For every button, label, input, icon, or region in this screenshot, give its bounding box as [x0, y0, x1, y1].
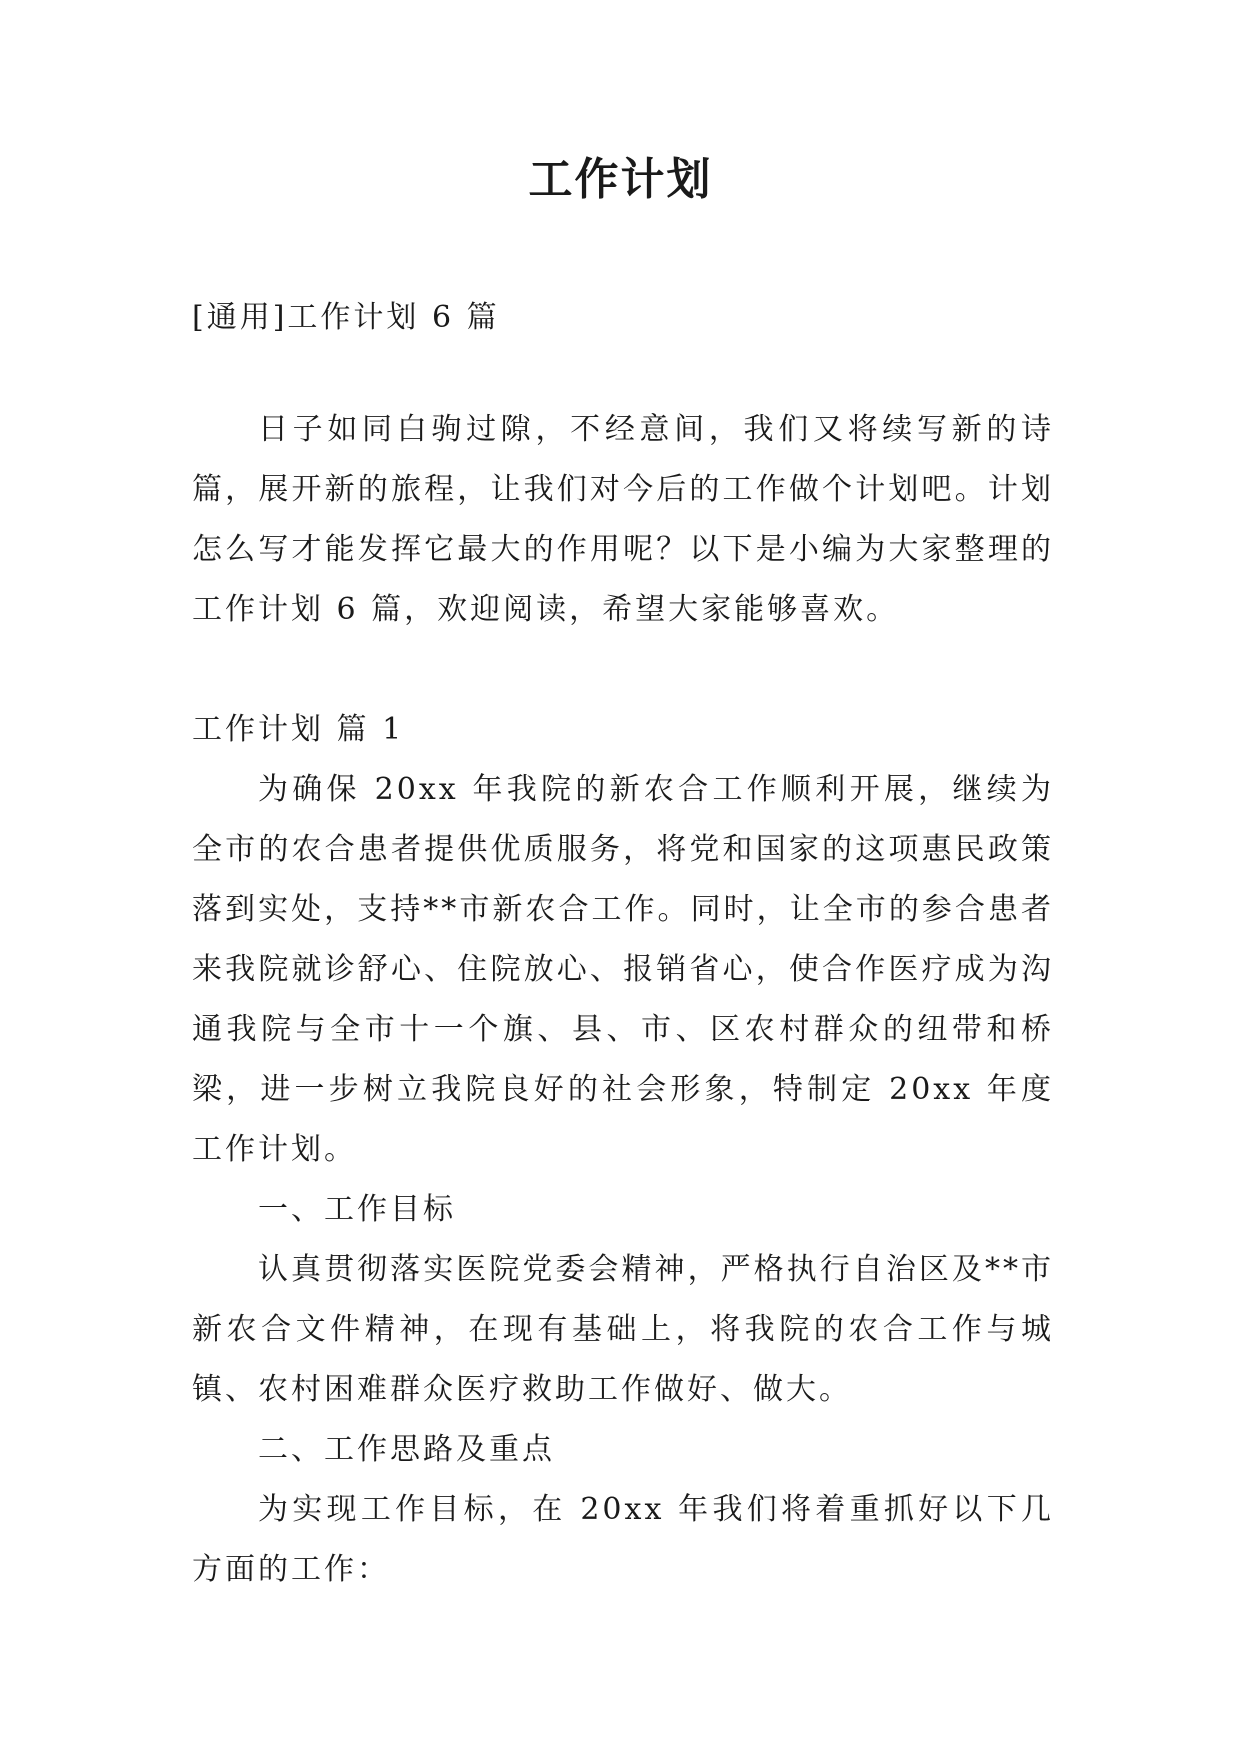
intro-paragraph: 日子如同白驹过隙，不经意间，我们又将续写新的诗篇，展开新的旅程，让我们对今后的工作做个计划吧。计划怎么写才能发挥它最大的作用呢？以下是小编为大家整理的工作计划 6 篇，欢迎阅读，希望大家能够喜欢。 [192, 412, 1054, 627]
document-title: 工作计划 [528, 154, 713, 205]
paragraph-goals: 认真贯彻落实医院党委会精神，严格执行自治区及**市新农合文件精神，在现有基础上，将我院的农合工作与城镇、农村困难群众医疗救助工作做好、做大。 [192, 1252, 1054, 1407]
document-subtitle: [通用]工作计划 6 篇 [192, 300, 500, 335]
section-content [192, 760, 1054, 1600]
section-heading: 工作计划 篇 1 [192, 712, 405, 747]
heading-approach: 二、工作思路及重点 [258, 1432, 555, 1467]
heading-goals: 一、工作目标 [258, 1192, 456, 1227]
paragraph-purpose: 为确保 20xx 年我院的新农合工作顺利开展，继续为全市的农合患者提供优质服务，将党和国家的这项惠民政策落到实处，支持**市新农合工作。同时，让全市的参合患者来我院就诊舒心、住院放心、报销省心，使合作医疗成为沟通我院与全市十一个旗、县、市、区农村群众的纽带和桥梁，进一步树立我院良好的社会形象，特制定 20xx 年度工作计划。 [192, 772, 1054, 1167]
paragraph-approach: 为实现工作目标，在 20xx 年我们将着重抓好以下几方面的工作： [192, 1492, 1054, 1587]
